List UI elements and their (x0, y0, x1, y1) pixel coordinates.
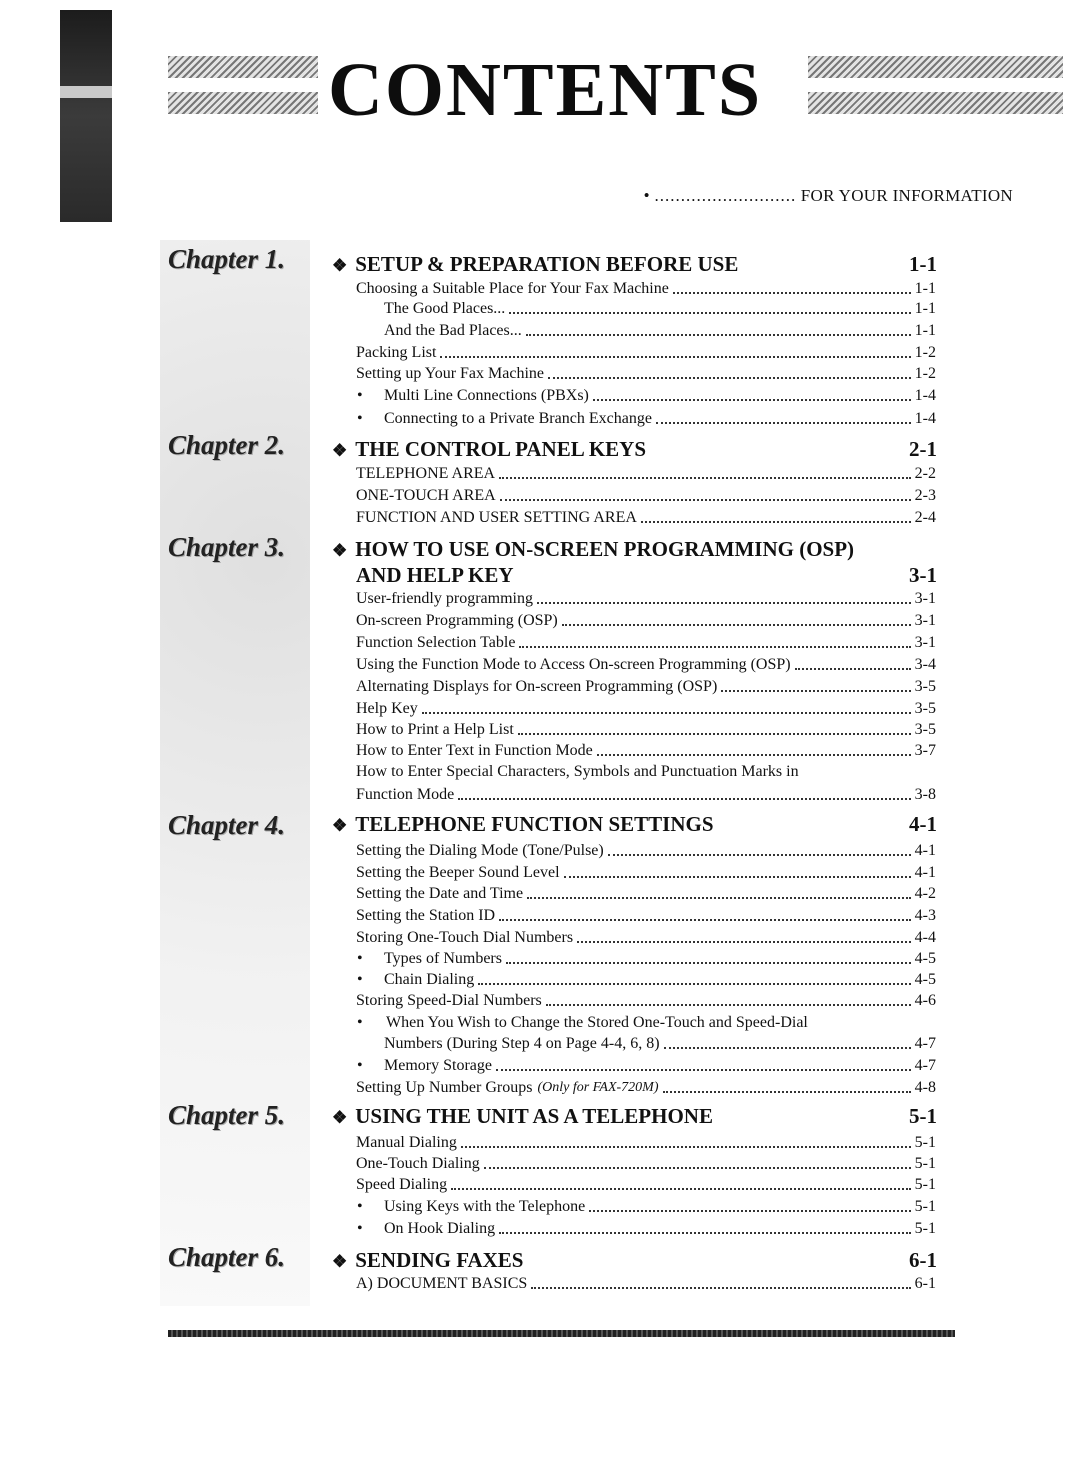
toc-entry[interactable] (356, 991, 936, 1011)
entry-title: ONE-TOUCH AREA (356, 487, 496, 504)
entry-title: Speed Dialing (356, 1176, 448, 1193)
entry-page: 3-5 (914, 678, 936, 695)
section-heading[interactable] (332, 1104, 937, 1130)
diamond-icon: ❖ (332, 816, 348, 835)
entry-title: Using the Function Mode to Access On-screen Programming (OSP) (356, 656, 791, 673)
toc-entry[interactable] (356, 1154, 936, 1174)
section-heading[interactable] (332, 537, 937, 563)
section-page: 6-1 (909, 1248, 937, 1272)
toc-entry[interactable] (356, 1274, 936, 1294)
entry-page: 2-3 (914, 487, 936, 504)
chapter-label-1: Chapter 1. (168, 244, 286, 274)
entry-page: 1-1 (914, 280, 936, 297)
entry-title: Storing One-Touch Dial Numbers (356, 929, 574, 946)
bullet-icon: • (357, 1198, 363, 1215)
toc-entry[interactable] (356, 699, 936, 719)
entry-title: Using Keys with the Telephone (384, 1198, 586, 1215)
hatch-bar-left-bottom (168, 92, 318, 114)
entry-title: The Good Places... (384, 300, 506, 317)
entry-page: 6-1 (914, 1275, 936, 1292)
toc-entry[interactable] (384, 299, 936, 319)
toc-entry-line[interactable]: How to Enter Special Characters, Symbols and Punctuation Marks in (356, 763, 799, 780)
entry-title: Numbers (During Step 4 on Page 4-4, 6, 8) (384, 1035, 660, 1052)
entry-page: 3-1 (914, 612, 936, 629)
section-heading[interactable] (332, 812, 937, 838)
toc-entry[interactable] (356, 863, 936, 883)
chapter-label-3: Chapter 3. (168, 532, 286, 562)
entry-page: 1-2 (914, 365, 936, 382)
section-page: 2-1 (909, 437, 937, 461)
entry-title: A) DOCUMENT BASICS (356, 1275, 528, 1292)
entry-page: 5-1 (914, 1155, 936, 1172)
chapter-sidebar (160, 240, 310, 1306)
bullet-icon: • (357, 1057, 363, 1074)
toc-entry[interactable] (356, 1175, 936, 1195)
chapter-label-2: Chapter 2. (168, 430, 286, 460)
entry-title: Setting the Station ID (356, 907, 496, 924)
entry-page: 1-4 (914, 387, 936, 404)
bullet-icon: • (357, 410, 363, 427)
entry-page: 5-1 (914, 1198, 936, 1215)
entry-title: Manual Dialing (356, 1134, 457, 1151)
entry-page: 1-4 (914, 410, 936, 427)
entry-title: How to Enter Text in Function Mode (356, 742, 593, 759)
entry-title: Connecting to a Private Branch Exchange (384, 410, 652, 427)
entry-page: 4-5 (914, 971, 936, 988)
page-header (168, 40, 1063, 140)
toc-entry[interactable] (384, 949, 936, 969)
entry-title: Setting up Your Fax Machine (356, 365, 544, 382)
entry-title: On Hook Dialing (384, 1220, 496, 1237)
toc-entry[interactable] (384, 409, 936, 429)
entry-page: 3-4 (914, 656, 936, 673)
hatch-bar-right-bottom (808, 92, 1063, 114)
entry-page: 3-7 (914, 742, 936, 759)
entry-page: 5-1 (914, 1220, 936, 1237)
entry-page: 4-5 (914, 950, 936, 967)
entry-page: 2-4 (914, 509, 936, 526)
bullet-icon: • (357, 1220, 363, 1237)
chapter-label-5: Chapter 5. (168, 1100, 286, 1130)
hatch-bar-left-top (168, 56, 318, 78)
entry-title: Storing Speed-Dial Numbers (356, 992, 542, 1009)
entry-title: Setting the Date and Time (356, 885, 524, 902)
bullet-icon: • (357, 971, 363, 988)
section-heading[interactable] (332, 437, 937, 463)
entry-note: (Only for FAX-720M) (537, 1080, 659, 1095)
toc-entry[interactable] (356, 884, 936, 904)
toc-entry[interactable] (356, 464, 936, 484)
entry-title: TELEPHONE AREA (356, 465, 496, 482)
toc-entry[interactable] (384, 386, 936, 406)
entry-page: 3-1 (914, 634, 936, 651)
entry-title: User-friendly programming (356, 590, 533, 607)
section-heading[interactable] (332, 252, 937, 278)
entry-page: 3-5 (914, 721, 936, 738)
entry-page: 1-2 (914, 344, 936, 361)
entry-page: 2-2 (914, 465, 936, 482)
section-title: SETUP & PREPARATION BEFORE USE (355, 252, 739, 276)
section-title: USING THE UNIT AS A TELEPHONE (355, 1104, 713, 1128)
toc-entry[interactable] (356, 508, 936, 528)
bullet-icon: • (357, 387, 363, 404)
toc-entry[interactable] (356, 1133, 936, 1153)
entry-page: 4-7 (914, 1035, 936, 1052)
entry-page: 4-1 (914, 842, 936, 859)
legend-dots: ........................... (654, 186, 797, 205)
section-title-continued: AND HELP KEY (356, 563, 514, 587)
section-heading[interactable] (332, 1248, 937, 1274)
section-title: THE CONTROL PANEL KEYS (355, 437, 647, 461)
entry-title: Alternating Displays for On-screen Programming (OSP) (356, 678, 718, 695)
toc-entry[interactable] (384, 1219, 936, 1239)
entry-title: On-screen Programming (OSP) (356, 612, 558, 629)
hatch-bar-right-top (808, 56, 1063, 78)
entry-title: Packing List (356, 344, 437, 361)
entry-title: Setting Up Number Groups (356, 1079, 533, 1096)
entry-page: 4-6 (914, 992, 936, 1009)
entry-title: Memory Storage (384, 1057, 492, 1074)
section-page: 5-1 (909, 1104, 937, 1128)
toc-entry[interactable] (356, 906, 936, 926)
diamond-icon: ❖ (332, 1252, 348, 1271)
entry-title: Types of Numbers (384, 950, 502, 967)
legend-label: FOR YOUR INFORMATION (800, 186, 1013, 205)
diamond-icon: ❖ (332, 441, 348, 460)
entry-page: 4-2 (914, 885, 936, 902)
entry-title: Function Selection Table (356, 634, 516, 651)
toc-entry[interactable] (356, 364, 936, 384)
toc-entry[interactable] (356, 589, 936, 609)
toc-entry[interactable] (356, 928, 936, 948)
chapter-label-6: Chapter 6. (168, 1242, 286, 1272)
entry-page: 4-7 (914, 1057, 936, 1074)
toc-entry[interactable] (356, 720, 936, 740)
toc-entry[interactable] (356, 785, 936, 805)
toc-entry[interactable] (384, 321, 936, 341)
entry-title: Function Mode (356, 786, 455, 803)
entry-title: Chain Dialing (384, 971, 475, 988)
entry-title: One-Touch Dialing (356, 1155, 480, 1172)
entry-page: 5-1 (914, 1134, 936, 1151)
diamond-icon: ❖ (332, 1108, 348, 1127)
toc-entry[interactable] (384, 1197, 936, 1217)
entry-page: 4-4 (914, 929, 936, 946)
for-your-information-legend (644, 186, 1013, 206)
toc-entry[interactable] (356, 1078, 936, 1098)
toc-entry[interactable] (356, 611, 936, 631)
bullet-icon: • (357, 950, 363, 967)
page-title: CONTENTS (328, 48, 763, 132)
section-page: 3-1 (909, 563, 937, 587)
diamond-icon: ❖ (332, 256, 348, 275)
bullet-icon: • (357, 1014, 363, 1031)
entry-title: Setting the Dialing Mode (Tone/Pulse) (356, 842, 604, 859)
toc-entry[interactable] (356, 655, 936, 675)
entry-title: Setting the Beeper Sound Level (356, 864, 560, 881)
section-title: HOW TO USE ON-SCREEN PROGRAMMING (OSP) (355, 537, 855, 561)
toc-entry[interactable] (384, 970, 936, 990)
entry-page: 1-1 (914, 300, 936, 317)
toc-entry[interactable] (356, 279, 936, 299)
section-page: 1-1 (909, 252, 937, 276)
bottom-rule (168, 1330, 955, 1337)
section-title: SENDING FAXES (355, 1248, 524, 1272)
toc-entry[interactable] (356, 841, 936, 861)
entry-page: 3-8 (914, 786, 936, 803)
entry-title: FUNCTION AND USER SETTING AREA (356, 509, 637, 526)
chapter-label-4: Chapter 4. (168, 810, 286, 840)
entry-page: 1-1 (914, 322, 936, 339)
toc-entry[interactable] (356, 343, 936, 363)
entry-page: 3-1 (914, 590, 936, 607)
toc-entry[interactable] (356, 633, 936, 653)
entry-title: And the Bad Places... (384, 322, 522, 339)
toc-entry[interactable] (384, 1056, 936, 1076)
section-title: TELEPHONE FUNCTION SETTINGS (355, 812, 714, 836)
toc-entry[interactable] (356, 741, 936, 761)
entry-title: Multi Line Connections (PBXs) (384, 387, 589, 404)
entry-title: How to Print a Help List (356, 721, 514, 738)
toc-entry[interactable] (356, 677, 936, 697)
toc-entry-line[interactable]: When You Wish to Change the Stored One-Touch and Speed-Dial (386, 1014, 808, 1031)
legend-bullet: • (643, 186, 650, 205)
chapter-tab-strip (60, 10, 112, 222)
entry-page: 5-1 (914, 1176, 936, 1193)
entry-page: 4-8 (914, 1079, 936, 1096)
entry-title: Choosing a Suitable Place for Your Fax Machine (356, 280, 669, 297)
diamond-icon: ❖ (332, 541, 348, 560)
section-page: 4-1 (909, 812, 937, 836)
entry-page: 3-5 (914, 700, 936, 717)
toc-entry[interactable] (384, 1034, 936, 1054)
entry-page: 4-1 (914, 864, 936, 881)
entry-page: 4-3 (914, 907, 936, 924)
entry-title: Help Key (356, 700, 418, 717)
toc-entry[interactable] (356, 486, 936, 506)
